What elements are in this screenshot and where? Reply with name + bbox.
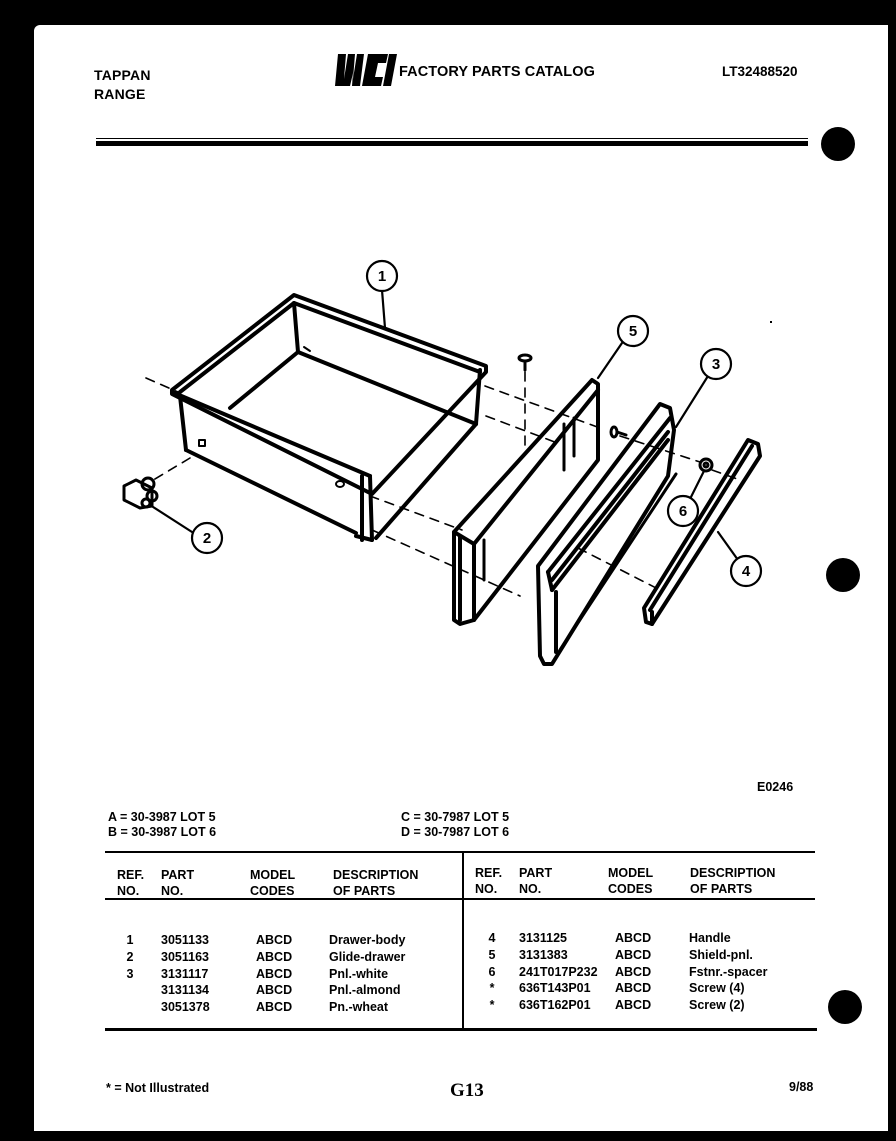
table-cell: Fstnr.-spacer	[689, 964, 768, 979]
table-cell: Glide-drawer	[329, 949, 406, 964]
exploded-parts-diagram	[100, 250, 800, 690]
punch-hole-top	[821, 127, 855, 161]
model-code-b: B = 30-3987 LOT 6	[108, 825, 217, 839]
table-cell: 2	[126, 949, 134, 964]
table-cell: 3131117	[161, 966, 209, 981]
table-top-rule	[105, 851, 815, 853]
table-cell: 636T143P01	[519, 981, 591, 996]
right-col-ref	[482, 930, 502, 1014]
revision-date: 9/88	[789, 1080, 814, 1094]
callout-3: 3	[711, 356, 721, 373]
front-panel-part	[538, 404, 676, 664]
page-number: G13	[450, 1080, 484, 1101]
table-cell	[120, 999, 140, 1016]
right-header-model: MODEL CODES	[608, 866, 654, 896]
table-column-divider	[462, 852, 464, 1030]
callout-1: 1	[377, 268, 387, 285]
table-cell: 3051378	[161, 1000, 210, 1015]
header-rule-thin	[96, 138, 808, 139]
figure-id: E0246	[757, 780, 794, 794]
wci-logo-icon	[333, 53, 397, 87]
table-cell: ABCD	[615, 947, 652, 962]
table-cell: *	[489, 998, 495, 1013]
table-bottom-rule	[105, 1028, 817, 1031]
table-cell: 3131125	[519, 931, 567, 945]
table-cell: Screw (4)	[689, 981, 745, 996]
table-cell: Drawer-body	[329, 933, 406, 947]
left-col-codes	[256, 932, 292, 1016]
table-cell: 3131134	[161, 983, 209, 998]
table-cell: 1	[126, 933, 134, 947]
table-cell: 3051163	[161, 949, 209, 964]
left-col-ref	[120, 932, 140, 1016]
table-header-rule	[105, 898, 815, 900]
brand-line-1: TAPPAN	[94, 67, 151, 83]
table-cell: ABCD	[615, 931, 652, 945]
model-legend-left	[108, 810, 216, 840]
table-cell: ABCD	[615, 964, 652, 979]
catalog-title: FACTORY PARTS CATALOG	[399, 64, 595, 80]
callout-2: 2	[202, 530, 212, 547]
spacer-part	[700, 459, 712, 471]
left-header-part: PART NO.	[161, 868, 195, 898]
table-cell: Pnl.-white	[329, 966, 389, 981]
punch-hole-middle	[826, 558, 860, 592]
left-col-desc	[329, 932, 405, 1016]
table-cell: ABCD	[256, 949, 293, 964]
table-cell	[120, 982, 140, 999]
table-cell: ABCD	[256, 966, 293, 981]
table-cell: 3131383	[519, 947, 568, 962]
brand-label	[94, 66, 151, 104]
right-col-part	[519, 930, 598, 1014]
left-col-part	[161, 932, 210, 1016]
table-cell: ABCD	[615, 998, 652, 1013]
left-header-model: MODEL CODES	[250, 868, 296, 898]
right-col-codes	[615, 930, 651, 1014]
drawer-glide-part	[124, 478, 157, 508]
punch-hole-bottom	[828, 990, 862, 1024]
table-cell: Handle	[689, 931, 731, 945]
right-col-desc	[689, 930, 768, 1014]
callout-6: 6	[678, 503, 688, 520]
callout-5: 5	[628, 323, 638, 340]
model-code-c: C = 30-7987 LOT 5	[401, 810, 510, 824]
drawer-body-part	[172, 295, 486, 540]
table-cell: *	[489, 981, 495, 996]
table-cell: ABCD	[256, 933, 293, 947]
table-cell: ABCD	[256, 1000, 293, 1015]
table-cell: 6	[488, 964, 496, 979]
table-cell: ABCD	[256, 983, 293, 998]
table-cell: 636T162P01	[519, 998, 591, 1013]
left-header-desc: DESCRIPTION OF PARTS	[333, 868, 419, 898]
right-header-part: PART NO.	[519, 866, 553, 896]
table-cell: 241T017P232	[519, 964, 598, 979]
model-code-a: A = 30-3987 LOT 5	[108, 810, 216, 824]
model-legend-right	[401, 810, 509, 840]
table-cell: 3	[126, 966, 134, 981]
table-cell: Pnl.-almond	[329, 983, 401, 998]
catalog-code: LT32488520	[722, 64, 798, 79]
right-header-ref: REF. NO.	[475, 866, 503, 896]
table-cell: Shield-pnl.	[689, 947, 753, 962]
left-header-ref: REF. NO.	[117, 868, 145, 898]
table-cell: 5	[488, 947, 496, 962]
table-cell: ABCD	[615, 981, 652, 996]
table-cell: Pn.-wheat	[329, 1000, 389, 1015]
right-header-desc: DESCRIPTION OF PARTS	[690, 866, 776, 896]
header-rule-thick	[96, 141, 808, 146]
brand-line-2: RANGE	[94, 86, 146, 102]
not-illustrated-note: * = Not Illustrated	[106, 1081, 210, 1095]
model-code-d: D = 30-7987 LOT 6	[401, 825, 510, 839]
table-cell: Screw (2)	[689, 998, 745, 1013]
table-cell: 4	[488, 931, 496, 945]
callout-4: 4	[741, 563, 751, 580]
table-cell: 3051133	[161, 933, 209, 947]
